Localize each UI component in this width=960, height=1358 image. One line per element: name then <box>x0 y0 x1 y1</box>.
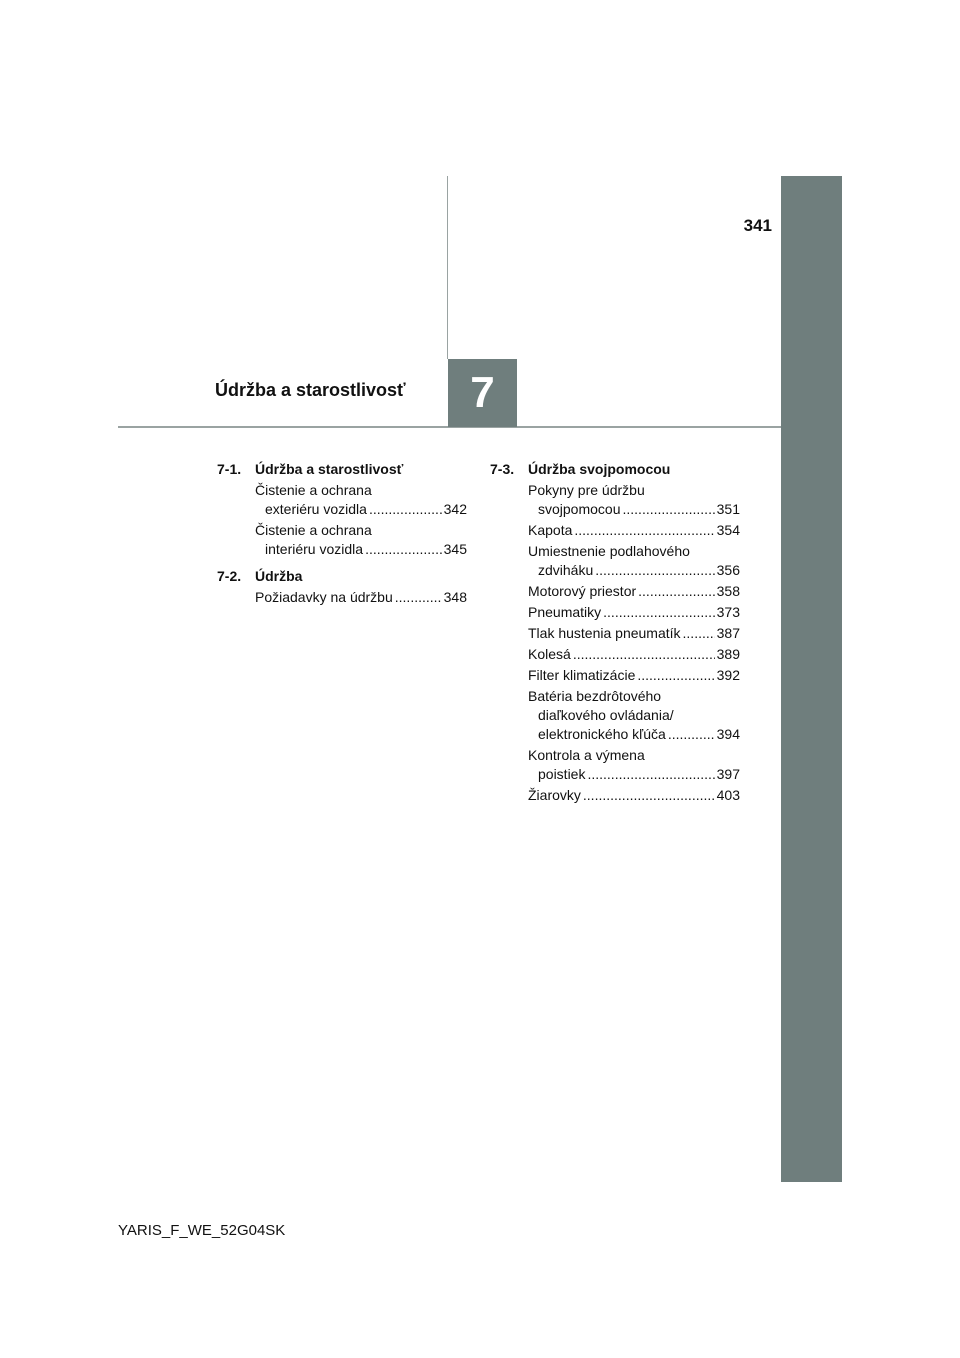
toc-section <box>490 460 740 805</box>
toc-entry-text: Motorový priestor <box>528 583 637 599</box>
dot-leader <box>365 540 442 559</box>
toc-entry-text: Batéria bezdrôtového <box>528 688 662 704</box>
toc-entry-text: Čistenie a ochrana <box>255 522 372 538</box>
toc-entry-line <box>528 786 740 805</box>
section-title: Údržba <box>255 568 303 584</box>
dot-leader <box>395 588 442 607</box>
toc-page-number: 345 <box>443 541 467 557</box>
dot-leader <box>573 645 715 664</box>
toc-entry-line <box>528 645 740 664</box>
toc-left-column <box>217 460 467 615</box>
toc-entry[interactable] <box>528 786 740 805</box>
toc-section <box>217 460 467 559</box>
toc-page-number: 394 <box>716 726 740 742</box>
toc-entry-line <box>528 481 740 500</box>
toc-entry-text: Požiadavky na údržbu <box>255 589 393 605</box>
toc-page-number: 348 <box>443 589 467 605</box>
dot-leader <box>603 603 714 622</box>
chapter-title: Údržba a starostlivosť <box>215 380 406 400</box>
toc-entry-text: poistiek <box>538 766 586 782</box>
toc-entry-line <box>255 500 467 519</box>
toc-entry[interactable] <box>528 666 740 685</box>
toc-entry-text: Pokyny pre údržbu <box>528 482 645 498</box>
toc-entry-text: Tlak hustenia pneumatík <box>528 625 681 641</box>
header-vertical-rule <box>447 176 448 359</box>
toc-section <box>217 567 467 607</box>
toc-entry-line <box>528 666 740 685</box>
toc-entry[interactable] <box>528 746 740 784</box>
toc-entry-line <box>255 481 467 500</box>
toc-page-number: 387 <box>716 625 740 641</box>
toc-entry[interactable] <box>528 603 740 622</box>
toc-entry-line <box>528 765 740 784</box>
toc-entry[interactable] <box>528 542 740 580</box>
toc-entry-line <box>528 624 740 643</box>
toc-entry[interactable] <box>528 521 740 540</box>
dot-leader <box>574 521 714 540</box>
toc-entry[interactable] <box>255 521 467 559</box>
toc-page-number: 397 <box>716 766 740 782</box>
toc-entry-text: Umiestnenie podlahového <box>528 543 690 559</box>
toc-entry[interactable] <box>528 687 740 744</box>
toc-entry-text: elektronického kľúča <box>538 726 666 742</box>
toc-entry-line <box>528 500 740 519</box>
toc-entry-line <box>255 588 467 607</box>
document-code: YARIS_F_WE_52G04SK <box>118 1222 286 1239</box>
section-number: 7-3. <box>490 461 515 477</box>
toc-entry-line <box>528 687 740 706</box>
toc-entry-text: Kontrola a výmena <box>528 747 645 763</box>
toc-entry-text: Čistenie a ochrana <box>255 482 372 498</box>
toc-entry-text: Kapota <box>528 522 573 538</box>
toc-entry[interactable] <box>528 645 740 664</box>
dot-leader <box>369 500 442 519</box>
section-number: 7-1. <box>217 461 242 477</box>
dot-leader <box>623 500 715 519</box>
toc-entry-line <box>255 540 467 559</box>
toc-entry[interactable] <box>528 624 740 643</box>
toc-page-number: 354 <box>716 522 740 538</box>
toc-page-number: 403 <box>716 787 740 803</box>
chapter-side-tab <box>781 176 842 1182</box>
section-title: Údržba a starostlivosť <box>255 461 404 477</box>
chapter-number-box <box>448 359 517 427</box>
toc-entry-text: exteriéru vozidla <box>265 501 367 517</box>
page-number: 341 <box>743 216 772 235</box>
toc-entry[interactable] <box>528 481 740 519</box>
toc-entry-line <box>528 561 740 580</box>
toc-entry-line <box>528 725 740 744</box>
toc-entry-text: Pneumatiky <box>528 604 602 620</box>
toc-entry-line <box>528 582 740 601</box>
toc-page-number: 389 <box>716 646 740 662</box>
section-heading <box>217 460 467 479</box>
toc-entry[interactable] <box>528 582 740 601</box>
toc-entry-text: Kolesá <box>528 646 571 662</box>
dot-leader <box>595 561 714 580</box>
toc-page-number: 358 <box>716 583 740 599</box>
toc-entry-line <box>255 521 467 540</box>
toc-entry[interactable] <box>255 588 467 607</box>
section-number: 7-2. <box>217 568 242 584</box>
section-heading <box>490 460 740 479</box>
dot-leader <box>668 725 715 744</box>
toc-entry-line <box>528 746 740 765</box>
toc-entry[interactable] <box>255 481 467 519</box>
toc-entry-line <box>528 706 740 725</box>
section-heading <box>217 567 467 586</box>
dot-leader <box>587 765 714 784</box>
toc-page-number: 373 <box>716 604 740 620</box>
section-title: Údržba svojpomocou <box>528 461 671 477</box>
toc-entry-text: svojpomocou <box>538 501 621 517</box>
toc-entry-text: zdviháku <box>538 562 594 578</box>
toc-entry-text: Žiarovky <box>528 787 581 803</box>
toc-page-number: 356 <box>716 562 740 578</box>
toc-page-number: 351 <box>716 501 740 517</box>
dot-leader <box>638 582 714 601</box>
dot-leader <box>583 786 715 805</box>
toc-entry-line <box>528 521 740 540</box>
toc-entry-text: Filter klimatizácie <box>528 667 636 683</box>
toc-entry-line <box>528 603 740 622</box>
chapter-number: 7 <box>470 368 495 417</box>
dot-leader <box>637 666 714 685</box>
dot-leader <box>683 624 715 643</box>
toc-entry-text: interiéru vozidla <box>265 541 364 557</box>
toc-right-column <box>490 460 740 813</box>
toc-page-number: 342 <box>443 501 467 517</box>
toc-page-number: 392 <box>716 667 740 683</box>
toc-entry-text: diaľkového ovládania/ <box>538 707 674 723</box>
toc-entry-line <box>528 542 740 561</box>
